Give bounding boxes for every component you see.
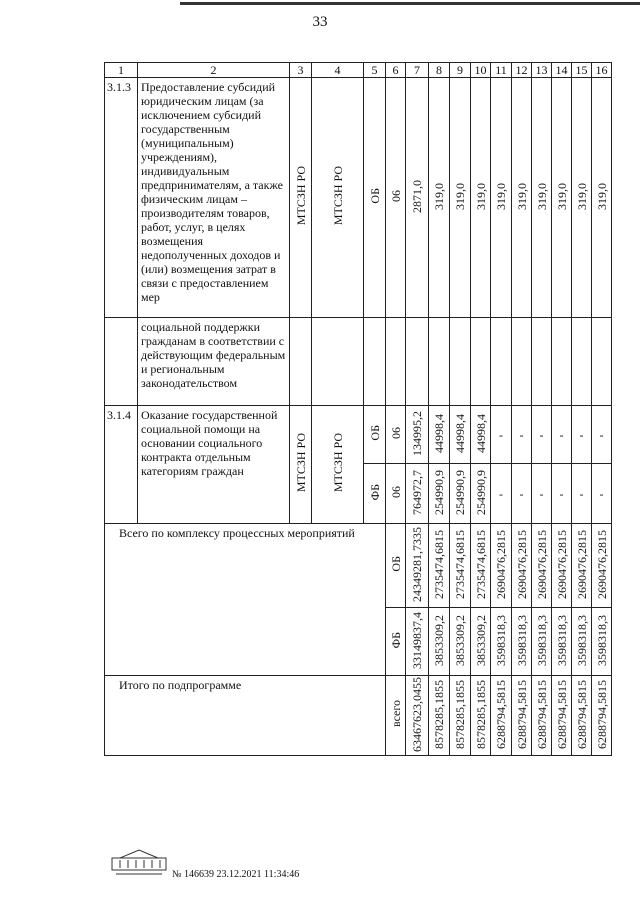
header-cell: 14 — [552, 63, 572, 78]
value-cell: 6288794,5815 — [491, 676, 512, 756]
value-cell: 3853309,2 — [450, 608, 471, 676]
value-cell: - — [512, 406, 532, 464]
value-cell: - — [552, 406, 572, 464]
value-cell: 2690476,2815 — [592, 524, 612, 608]
value-cell: 3853309,2 — [471, 608, 491, 676]
value-cell: 33149837,4 — [406, 608, 429, 676]
header-cell: 16 — [592, 63, 612, 78]
value-cell: 2735474,6815 — [471, 524, 491, 608]
executor-cell: МТСЗН РО — [312, 78, 364, 318]
value-cell: 764972,7 — [406, 464, 429, 524]
header-cell: 2 — [138, 63, 290, 78]
value-cell: 2735474,6815 — [450, 524, 471, 608]
value-cell: 254990,9 — [450, 464, 471, 524]
source-cell: ФБ — [386, 608, 406, 676]
value-cell: 3853309,2 — [429, 608, 450, 676]
value-cell: 3598318,3 — [572, 608, 592, 676]
row-name: Предоставление субсидий юридическим лицам (за исключением субсидий государственным (муниципальным) учреждениям), индивидуальным предпринимателям, а также физическим лицам – производителям товаров, работ, услуг, в целях возмещения недополученных доходов и (или) возмещения затрат в связи с предоставлением мер — [138, 78, 290, 318]
value-cell: 24349281,7335 — [406, 524, 429, 608]
value-cell: 2690476,2815 — [572, 524, 592, 608]
code-cell: 06 — [386, 78, 406, 318]
value-cell: - — [532, 464, 552, 524]
header-cell: 4 — [312, 63, 364, 78]
row-code: 3.1.3 — [105, 78, 138, 318]
responsible-cell: МТСЗН РО — [290, 78, 312, 318]
header-cell: 3 — [290, 63, 312, 78]
table-row-3-1-4-ob — [105, 406, 612, 464]
table-row-total-subprogram — [105, 676, 612, 756]
table-row-total-complex-ob — [105, 524, 612, 608]
header-cell: 8 — [429, 63, 450, 78]
value-cell: 319,0 — [450, 78, 471, 318]
value-cell: - — [592, 406, 612, 464]
code-cell: 06 — [386, 464, 406, 524]
total-complex-label: Всего по комплексу процессных мероприятий — [105, 524, 386, 676]
header-cell: 9 — [450, 63, 471, 78]
header-cell: 11 — [491, 63, 512, 78]
code-cell: 06 — [386, 406, 406, 464]
value-cell: 319,0 — [592, 78, 612, 318]
source-cell: ОБ — [386, 524, 406, 608]
header-cell: 1 — [105, 63, 138, 78]
value-cell: 6288794,5815 — [592, 676, 612, 756]
value-cell: 63467623,0455 — [406, 676, 429, 756]
row-name: Оказание государственной социальной помощи на основании социального контракта отдельным категориям граждан — [138, 406, 290, 524]
value-cell: 8578285,1855 — [450, 676, 471, 756]
value-cell: 2690476,2815 — [491, 524, 512, 608]
value-cell: 2735474,6815 — [429, 524, 450, 608]
source-cell: ОБ — [364, 406, 386, 464]
value-cell: 6288794,5815 — [572, 676, 592, 756]
value-cell: 319,0 — [491, 78, 512, 318]
responsible-cell: МТСЗН РО — [290, 406, 312, 524]
value-cell: 319,0 — [532, 78, 552, 318]
value-cell: 3598318,3 — [491, 608, 512, 676]
scan-top-edge — [180, 2, 640, 5]
header-cell: 15 — [572, 63, 592, 78]
value-cell: 134995,2 — [406, 406, 429, 464]
value-cell: 319,0 — [512, 78, 532, 318]
value-cell: 2690476,2815 — [512, 524, 532, 608]
value-cell: - — [552, 464, 572, 524]
value-cell: 6288794,5815 — [532, 676, 552, 756]
row-code: 3.1.4 — [105, 406, 138, 524]
value-cell: - — [532, 406, 552, 464]
header-cell: 13 — [532, 63, 552, 78]
value-cell: - — [572, 406, 592, 464]
table-row-3-1-3-continued — [105, 318, 612, 406]
value-cell: 319,0 — [572, 78, 592, 318]
value-cell: 2690476,2815 — [532, 524, 552, 608]
doc-number: № 146639 — [172, 869, 215, 880]
value-cell: - — [512, 464, 532, 524]
value-cell: 319,0 — [429, 78, 450, 318]
budget-table — [104, 62, 612, 756]
header-cell: 7 — [406, 63, 429, 78]
value-cell: - — [491, 406, 512, 464]
header-cell: 5 — [364, 63, 386, 78]
value-cell: 3598318,3 — [552, 608, 572, 676]
value-cell: 44998,4 — [471, 406, 491, 464]
source-cell: ФБ — [364, 464, 386, 524]
value-cell: 254990,9 — [429, 464, 450, 524]
value-cell: 319,0 — [552, 78, 572, 318]
stamp-icon — [110, 848, 168, 878]
value-cell: 8578285,1855 — [429, 676, 450, 756]
value-cell: 44998,4 — [429, 406, 450, 464]
value-cell: 3598318,3 — [532, 608, 552, 676]
doc-timestamp: 23.12.2021 11:34:46 — [216, 869, 300, 880]
executor-cell: МТСЗН РО — [312, 406, 364, 524]
value-cell: 319,0 — [471, 78, 491, 318]
source-cell: ОБ — [364, 78, 386, 318]
value-cell: 8578285,1855 — [471, 676, 491, 756]
header-cell: 6 — [386, 63, 406, 78]
header-cell: 10 — [471, 63, 491, 78]
value-cell: 3598318,3 — [592, 608, 612, 676]
table-row-3-1-3 — [105, 78, 612, 318]
value-cell: 254990,9 — [471, 464, 491, 524]
value-cell: 2690476,2815 — [552, 524, 572, 608]
value-cell: - — [592, 464, 612, 524]
source-cell: всего — [386, 676, 406, 756]
document-footer — [172, 869, 299, 880]
value-cell: - — [572, 464, 592, 524]
value-cell: 2871,0 — [406, 78, 429, 318]
value-cell: 6288794,5815 — [552, 676, 572, 756]
header-cell: 12 — [512, 63, 532, 78]
row-name-continued: социальной поддержки гражданам в соответствии с действующим федеральным и региональным законодательством — [138, 318, 290, 406]
value-cell: 3598318,3 — [512, 608, 532, 676]
value-cell: 44998,4 — [450, 406, 471, 464]
value-cell: - — [491, 464, 512, 524]
header-row — [105, 63, 612, 78]
value-cell: 6288794,5815 — [512, 676, 532, 756]
total-subprogram-label: Итого по подпрограмме — [105, 676, 386, 756]
page-number: 33 — [312, 14, 328, 30]
